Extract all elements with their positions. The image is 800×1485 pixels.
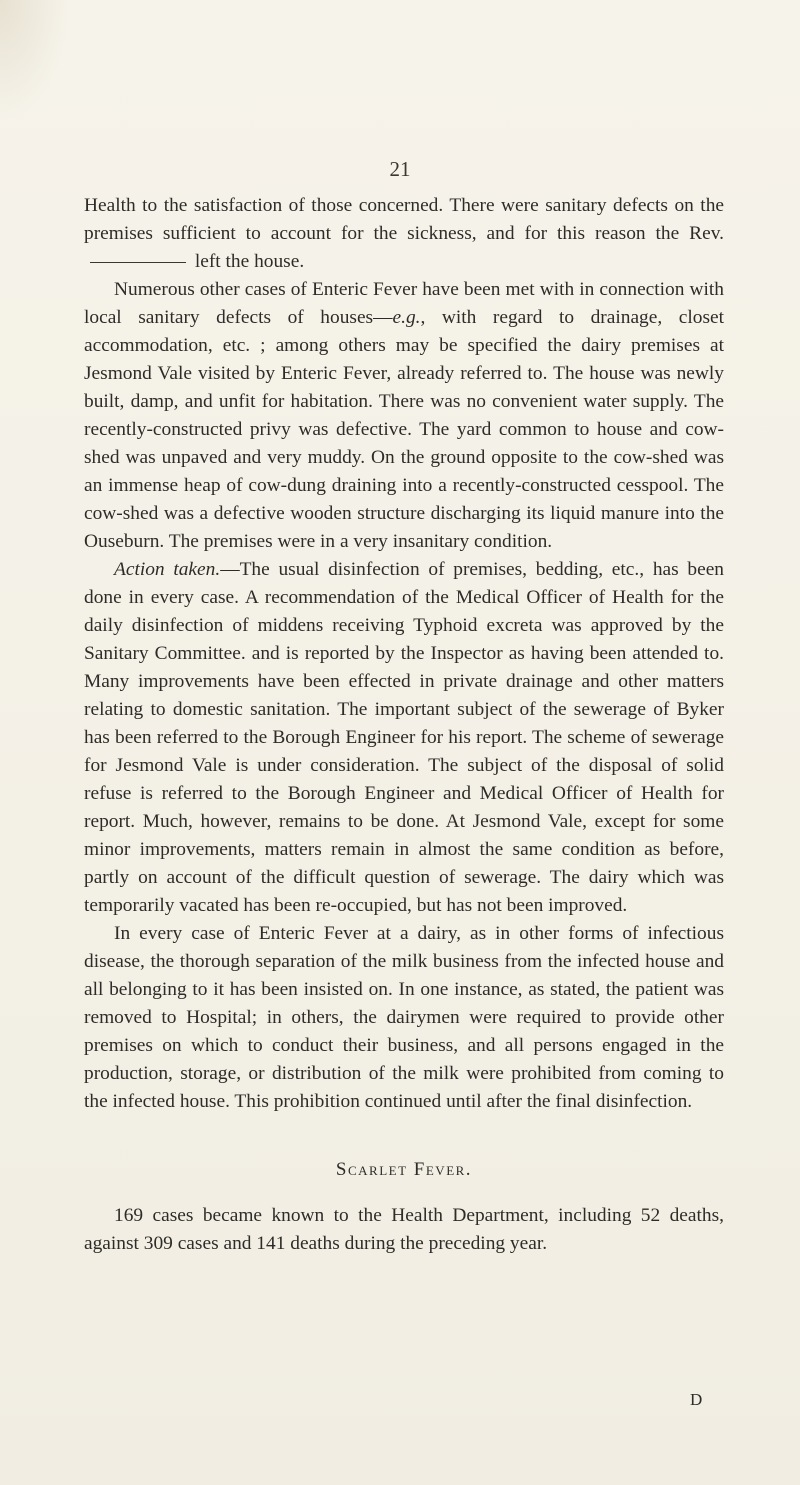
paper-stain [0, 0, 70, 120]
paragraph-continuation [84, 192, 724, 276]
paragraph-text: , with regard to drainage, closet accommodation, etc. ; among others may be specified the dairy premises at Jesmond Vale visited by Enteric Fever, already referred to. The house was newly built, damp, and unfit for habitation. There was no convenient water supply. The recently-constructed privy was defective. The yard common to house and cow-shed was unpaved and very muddy. On the ground opposite to the cow-shed was an immense heap of cow-dung draining into a recently-constructed cesspool. The cow-shed was a defective wooden structure discharging its liquid manure into the Ouseburn. The premises were in a very insanitary condition. [84, 307, 724, 552]
paragraph-action-taken [84, 556, 724, 920]
paragraph-text: Numerous other cases of Enteric Fever have been met with in connection with local sanitary defects of houses— [84, 279, 724, 328]
body-text [84, 192, 724, 1258]
paragraph-scarlet-fever-stats [84, 1202, 724, 1258]
signature-mark: D [690, 1390, 703, 1409]
abbreviation-eg: e.g. [392, 307, 421, 328]
paragraph-text: 169 cases became known to the Health Department, including 52 deaths, against 309 cases and 141 deaths during the preceding year. [84, 1205, 724, 1254]
paragraph-text: —The usual disinfection of premises, bedding, etc., has been done in every case. A recommendation of the Medical Officer of Health for the daily disinfection of middens receiving Typhoid excreta was approved by the Sanitary Committee. and is reported by the Inspector as having been attended to. Many improvements have been effected in private drainage and other matters relating to domestic sanitation. The important subject of the sewerage of Byker has been referred to the Borough Engineer for his report. The scheme of sewerage for Jesmond Vale is under consideration. The subject of the disposal of solid refuse is referred to the Borough Engineer and Medical Officer of Health for report. Much, however, remains to be done. At Jesmond Vale, except for some minor improvements, matters remain in almost the same condition as before, partly on account of the difficult question of sewerage. The dairy which was temporarily vacated has been re-occupied, but has not been improved. [84, 559, 724, 916]
section-heading-scarlet-fever: Scarlet Fever. [335, 1159, 473, 1180]
paragraph-text: left the house. [194, 251, 305, 272]
action-taken-label: Action taken. [114, 559, 221, 580]
paragraph-enteric-fever-cases [84, 276, 724, 556]
paragraph-text: Health to the satisfaction of those concerned. There were sanitary defects on the premises sufficient to account for the sickness, and for this reason the Rev. [84, 195, 724, 244]
redacted-name-rule [90, 262, 186, 263]
paragraph-dairy-separation [84, 920, 724, 1116]
page-number: 21 [389, 157, 411, 181]
paragraph-text: In every case of Enteric Fever at a dairy, as in other forms of infectious disease, the thorough separation of the milk business from the infected house and all belonging to it has been insisted on. In one instance, as stated, the patient was removed to Hospital; in others, the dairymen were required to provide other premises on which to conduct their business, and all persons engaged in the production, storage, or distribution of the milk were prohibited from coming to the infected house. This prohibition continued until after the final disinfection. [84, 923, 724, 1112]
